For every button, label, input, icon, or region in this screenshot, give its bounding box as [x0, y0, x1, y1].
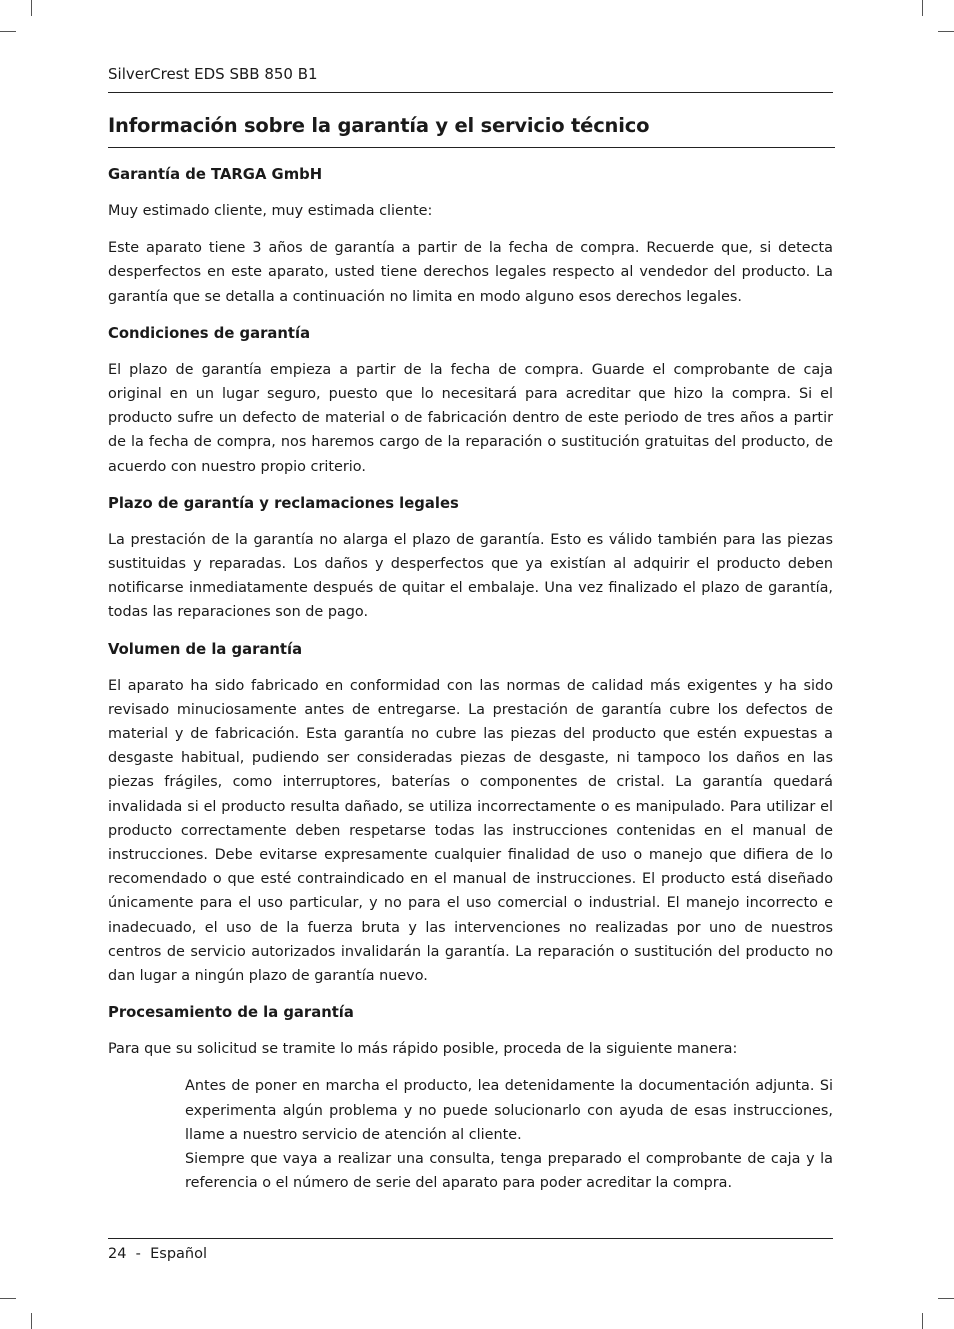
- paragraph: La prestación de la garantía no alarga el plazo de garantía. Esto es válido también para las piezas sustituidas y reparadas. Los daños y desperfectos que ya existían al adquirir el producto deben notificarse inmediatamente después de quitar el embalaje. Una vez finalizado el plazo de garantía, todas las reparaciones son de pago.: [108, 531, 833, 621]
- page-title: Información sobre la garantía y el servicio técnico: [108, 114, 650, 137]
- footer-separator: -: [135, 1246, 141, 1262]
- list-item: Antes de poner en marcha el producto, lea detenidamente la documentación adjunta. Si experimenta algún problema y no puede solucionarlo con ayuda de esas instrucciones, llame a nuestro servicio de atención al cliente.: [185, 1078, 833, 1143]
- crop-mark: [0, 31, 16, 32]
- running-header: SilverCrest EDS SBB 850 B1: [108, 65, 318, 83]
- section-heading: Procesamiento de la garantía: [108, 1004, 354, 1022]
- paragraph: El plazo de garantía empieza a partir de la fecha de compra. Guarde el comprobante de caja original en un lugar seguro, puesto que lo necesitará para acreditar que hizo la compra. Si el producto sufre un defecto de material o de fabricación dentro de este periodo de tres años a partir de la fecha de compra, nos haremos cargo de la reparación o sustitución gratuitas del producto, de acuerdo con nuestro propio criterio.: [108, 361, 833, 475]
- section-heading: Volumen de la garantía: [108, 640, 303, 658]
- title-divider: [108, 147, 835, 148]
- list-item: Siempre que vaya a realizar una consulta, tenga preparado el comprobante de caja y la referencia o el número de serie del aparato para poder acreditar la compra.: [185, 1151, 833, 1192]
- section-heading: Garantía de TARGA GmbH: [108, 166, 323, 183]
- paragraph: Para que su solicitud se tramite lo más rápido posible, proceda de la siguiente manera:: [108, 1041, 738, 1058]
- crop-mark: [31, 1313, 32, 1329]
- footer-divider: [108, 1238, 833, 1239]
- section-targa-warranty: [108, 163, 833, 309]
- header-divider: [108, 92, 833, 93]
- section-warranty-processing: [108, 1001, 833, 1195]
- footer-language: Español: [150, 1246, 208, 1262]
- instruction-list: [108, 1074, 833, 1195]
- section-warranty-scope: [108, 638, 833, 989]
- section-warranty-conditions: [108, 322, 833, 479]
- crop-mark: [31, 0, 32, 16]
- page-footer: [108, 1242, 207, 1266]
- crop-mark: [922, 0, 923, 16]
- paragraph: El aparato ha sido fabricado en conformidad con las normas de calidad más exigentes y ha sido revisado minuciosamente antes de entregarse. La prestación de garantía cubre los defectos de material y de fabricación. Esta garantía no cubre las piezas del producto que estén expuestas a desgaste habitual, pudiendo ser consideradas piezas de desgaste, ni tampoco los daños en las piezas frágiles, como interruptores, baterías o componentes de cristal. La garantía quedará invalidada si el producto resulta dañado, se utiliza incorrectamente o es manipulado. Para utilizar el producto correctamente deben respetarse todas las instrucciones contenidas en el manual de instrucciones. Debe evitarse expresamente cualquier finalidad de uso o manejo que difiera de lo recomendado o que esté contraindicado en el manual de instrucciones. El producto está diseñado únicamente para el uso particular, y no para el uso comercial o industrial. El manejo incorrecto e inadecuado, el uso de la fuerza bruta y las intervenciones no realizadas por uno de nuestros centros de servicio autorizados invalidarán la garantía. La reparación o sustitución del producto no dan lugar a ningún plazo de garantía nuevo.: [108, 677, 833, 985]
- crop-mark: [938, 1298, 954, 1299]
- crop-mark: [938, 31, 954, 32]
- section-heading: Plazo de garantía y reclamaciones legales: [108, 494, 459, 512]
- section-warranty-period-claims: [108, 492, 833, 625]
- paragraph: Muy estimado cliente, muy estimada cliente:: [108, 203, 433, 219]
- crop-mark: [0, 1298, 16, 1299]
- section-heading: Condiciones de garantía: [108, 324, 311, 342]
- crop-mark: [922, 1313, 923, 1329]
- document-body: [108, 163, 833, 1196]
- page-number: 24: [108, 1246, 127, 1262]
- paragraph: Este aparato tiene 3 años de garantía a partir de la fecha de compra. Recuerde que, si detecta desperfectos en este aparato, usted tiene derechos legales respecto al vendedor del producto. La garantía que se detalla a continuación no limita en modo alguno esos derechos legales.: [108, 240, 833, 305]
